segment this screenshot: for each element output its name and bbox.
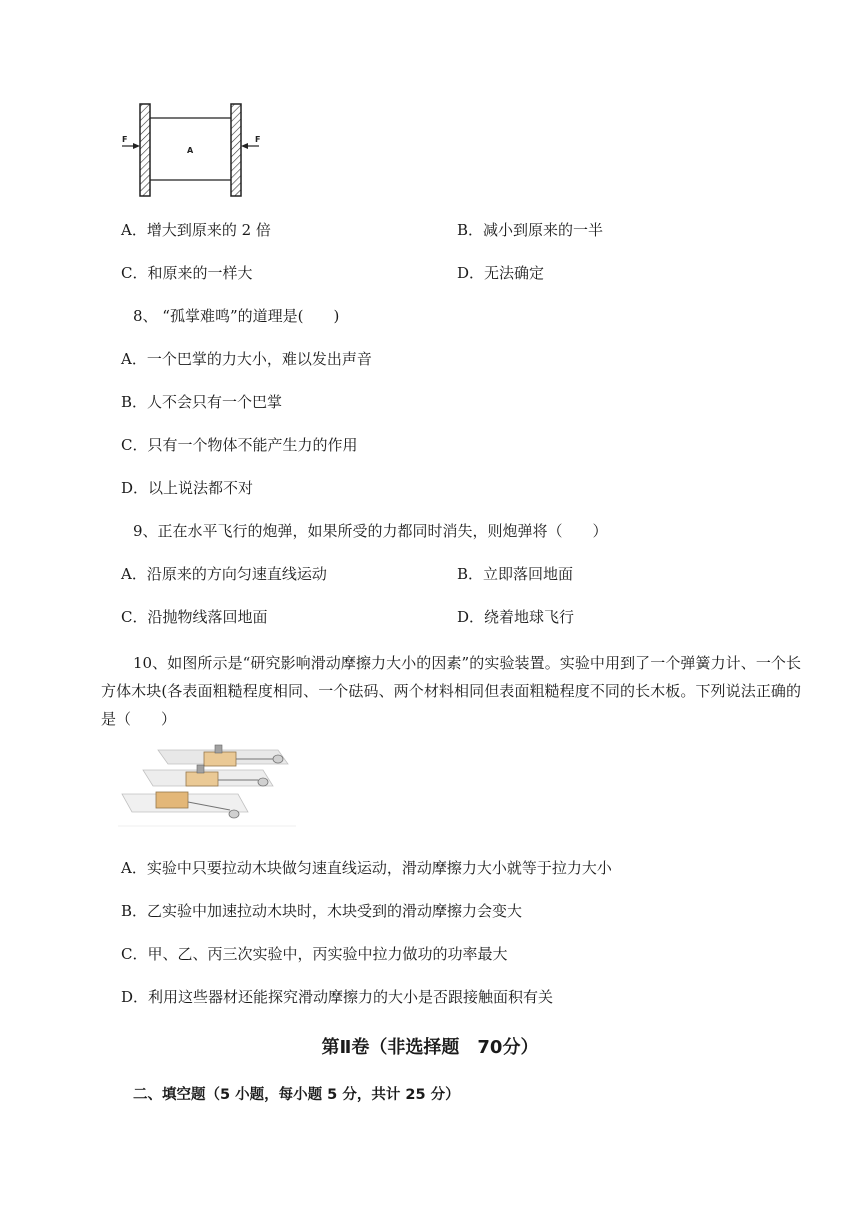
q7-option-c: C．和原来的一样大 [121, 264, 253, 282]
section-subtitle: 二、填空题（5 小题，每小题 5 分，共计 25 分） [133, 1087, 460, 1103]
q10-option-b: B．乙实验中加速拉动木块时，木块受到的滑动摩擦力会变大 [121, 902, 523, 920]
force-label-left: F [122, 135, 128, 144]
force-label-right: F [255, 135, 261, 144]
q8-stem: 8、 “孤掌难鸣”的道理是( ) [133, 307, 340, 325]
left-plate [140, 104, 150, 196]
q8-option-b: B．人不会只有一个巴掌 [121, 393, 283, 411]
q10-option-a: A．实验中只要拉动木块做匀速直线运动，滑动摩擦力大小就等于拉力大小 [121, 859, 612, 877]
q10-option-d: D．利用这些器材还能探究滑动摩擦力的大小是否跟接触面积有关 [121, 988, 554, 1006]
q7-option-a: A．增大到原来的 2 倍 [121, 221, 271, 239]
q9-option-b: B．立即落回地面 [457, 565, 574, 583]
q8-option-d: D．以上说法都不对 [121, 479, 254, 497]
figure-friction-experiment [118, 742, 298, 837]
q10-option-c: C．甲、乙、丙三次实验中，丙实验中拉力做功的功率最大 [121, 945, 508, 963]
q9-option-c: C．沿抛物线落回地面 [121, 608, 268, 626]
block-label: A [187, 146, 194, 155]
q8-option-c: C．只有一个物体不能产生力的作用 [121, 436, 358, 454]
section-title: 第Ⅱ卷（非选择题 70分） [321, 1037, 539, 1058]
q9-stem: 9、正在水平飞行的炮弹，如果所受的力都同时消失，则炮弹将（ ） [133, 522, 608, 540]
q7-option-d: D．无法确定 [457, 264, 545, 282]
right-plate [231, 104, 241, 196]
q10-stem: 10、如图所示是“研究影响滑动摩擦力大小的因素”的实验装置。实验中用到了一个弹簧力计、一个长方体木块(各表面粗糙程度相同、一个砝码、两个材料相同但表面粗糙程度不同的长木板。下列说法正确的是（ ） [101, 654, 801, 728]
q9-option-d: D．绕着地球飞行 [457, 608, 575, 626]
q7-option-b: B．减小到原来的一半 [457, 221, 604, 239]
q9-option-a: A．沿原来的方向匀速直线运动 [121, 565, 327, 583]
figure-block-between-plates [118, 100, 278, 200]
q8-option-a: A．一个巴掌的力大小，难以发出声音 [121, 350, 372, 368]
